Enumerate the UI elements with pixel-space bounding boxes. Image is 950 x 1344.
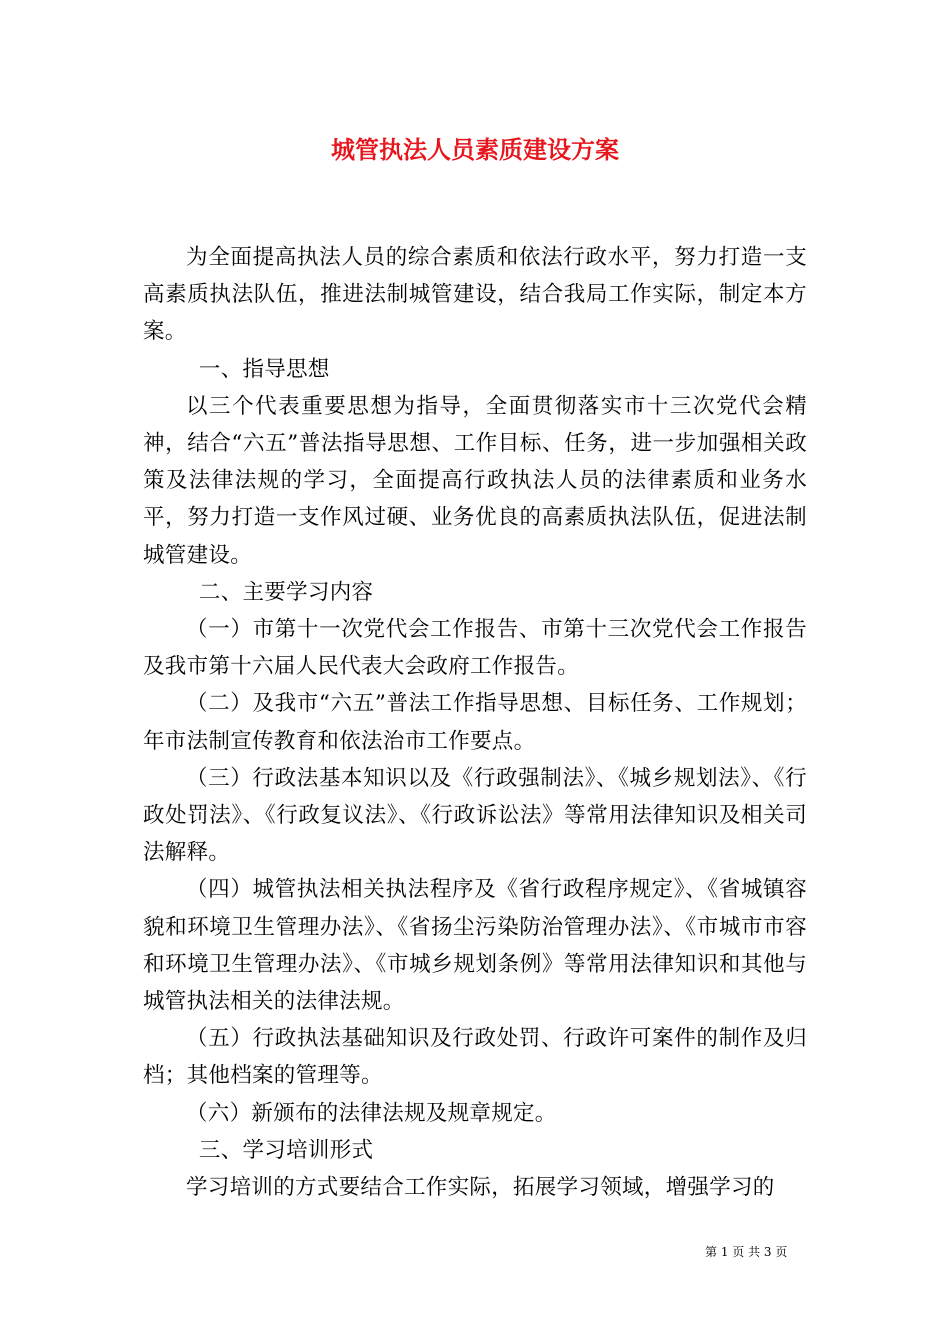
section-heading-training-form: 三、学习培训形式 <box>198 1137 374 1163</box>
intro-paragraph: 为全面提高执法人员的综合素质和依法行政水平，努力打造一支高素质执法队伍，推进法制城管建设，结合我局工作实际，制定本方案。 <box>143 245 807 345</box>
study-item-4: （四）城管执法相关执法程序及《省行政程序规定》、《省城镇容貌和环境卫生管理办法》、《省扬尘污染防治管理办法》、《市城市市容和环境卫生管理办法》、《市城乡规划条例》等常用法律知识和其他与城管执法相关的法律法规。 <box>143 877 807 1015</box>
section-heading-guiding-ideology: 一、指导思想 <box>198 356 330 382</box>
section-heading-study-content: 二、主要学习内容 <box>198 579 374 605</box>
study-item-2: （二）及我市“六五”普法工作指导思想、目标任务、工作规划；年市法制宣传教育和依法治市工作要点。 <box>143 691 807 754</box>
study-item-3: （三）行政法基本知识以及《行政强制法》、《城乡规划法》、《行政处罚法》、《行政复议法》、《行政诉讼法》等常用法律知识及相关司法解释。 <box>143 765 807 866</box>
page-number-footer: 第 1 页 共 3 页 <box>705 1245 788 1259</box>
study-item-6: （六）新颁布的法律法规及规章规定。 <box>186 1100 557 1126</box>
study-item-1: （一）市第十一次党代会工作报告、市第十三次党代会工作报告及我市第十六届人民代表大会政府工作报告。 <box>143 617 807 680</box>
training-form-paragraph: 学习培训的方式要结合工作实际，拓展学习领域，增强学习的 <box>186 1175 775 1201</box>
document-body <box>143 239 807 1206</box>
guiding-ideology-paragraph: 以三个代表重要思想为指导，全面贯彻落实市十三次党代会精神，结合“六五”普法指导思想、工作目标、任务，进一步加强相关政策及法律法规的学习，全面提高行政执法人员的法律素质和业务水平，努力打造一支作风过硬、业务优良的高素质执法队伍，促进法制城管建设。 <box>143 393 807 568</box>
document-title: 城管执法人员素质建设方案 <box>331 135 619 164</box>
study-item-5: （五）行政执法基础知识及行政处罚、行政许可案件的制作及归档；其他档案的管理等。 <box>143 1026 807 1089</box>
